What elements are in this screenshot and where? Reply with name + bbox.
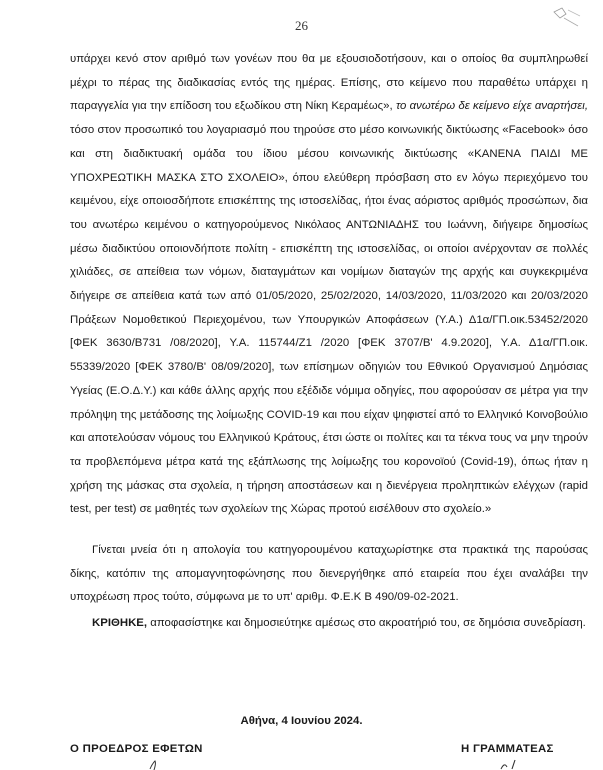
paragraph-decision — [70, 612, 588, 636]
page-number: 26 — [295, 18, 308, 33]
date-line: Αθήνα, 4 Ιουνίου 2024. — [240, 715, 363, 727]
scan-speck-mark — [548, 4, 588, 44]
signature-title-secretary: Η ΓΡΑΜΜΑΤΕΑΣ — [461, 743, 554, 755]
body-text — [70, 48, 588, 636]
paragraph-defense-record: Γίνεται μνεία ότι η απολογία του κατηγορουμένου καταχωρίστηκε στα πρακτικά της παρούσας δίκης, κατόπιν της απομαγνητοφώνησης που διενεργήθηκε από εταιρεία που έχει αναλάβει την υποχρέωση προς τούτο, σύμφωνα με το υπ' αριθμ. Φ.Ε.Κ Β 490/09-02-2021. — [70, 544, 588, 604]
para1-italic: το ανωτέρω δε κείμενο είχε αναρτήσει, — [395, 100, 588, 113]
paragraph-quote-continuation — [70, 48, 588, 522]
signature-stroke-left — [146, 760, 166, 770]
signature-stroke-right — [498, 757, 528, 770]
para1-part3: τόσο στον προσωπικό του λογαριασμό που τηρούσε στο μέσο κοινωνικής δικτύωσης «Facebook» όσο και στη διαδικτυακή ομάδα του ίδιου μέσου κοινωνικής δικτύωσης «ΚΑΝΕΝΑ ΠΑΙΔΙ ΜΕ ΥΠΟΧΡΕΩΤΙΚΗ ΜΑΣΚΑ ΣΤΟ ΣΧΟΛΕΙΟ», όπου ελεύθερη πρόσβαση στο εν λόγω περιεχόμενο του κειμένου, είχε οποιοσδήποτε επισκέπτης της ιστοσελίδας, ήτοι ένας αόριστος αριθμός προσώπων, δια του ανωτέρω κειμένου ο κατηγορούμενος Νικόλαος ΑΝΤΩΝΙΑΔΗΣ του Ιωάννη, διήγειρε δημοσίως μέσω διαδικτύου οποιονδήποτε πολίτη - επισκέπτη της ιστοσελίδας, οι οποίοι ανέρχονταν σε πολλές χιλιάδες, σε απείθεια των νόμων, διαταγμάτων και νομίμων διαταγών της αρχής και συγκεκριμένα διήγειρε σε απείθεια κατά των από 01/05/2020, 25/02/2020, 14/03/2020, 11/03/2020 και 20/03/2020 Πράξεων Νομοθετικού Περιεχομένου, των Υπουργικών Αποφάσεων (Υ.Α.) Δ1α/ΓΠ.οικ.53452/2020 [ΦΕΚ 3630/Β731 /08/2020], Υ.Α. 115744/Ζ1 /2020 [ΦΕΚ 3707/Β' 4.9.2020], Υ.Α. Δ1α/ΓΠ.οικ. 55339/2020 [ΦΕΚ 3780/Β' 08/09/2020], των επίσημων οδηγιών του Εθνικού Οργανισμού Δημόσιας Υγείας (Ε.Ο.Δ.Υ.) και κάθε άλλης αρχής που εξέδιδε νόμιμα οδηγίες, που αφορούσαν σε μέτρα για την πρόληψη της μετάδοσης της λοίμωξης COVID-19 και που είχαν ψηφιστεί από το Ελληνικό Κοινοβούλιο και αποτελούσαν νόμους του Ελληνικού Κράτους, έτσι ώστε οι πολίτες και τα τέκνα τους να μην τηρούν τα προβλεπόμενα μέτρα κατά της εξάπλωσης της λοίμωξης του κορονοϊού (Covid-19), όπως ήταν η χρήση της μάσκας στα σχολεία, η τήρηση αποστάσεων και η διενέργεια προληπτικών ελέγχων (rapid test, per test) σε μαθητές των σχολείων της Χώρας προτού εισέλθουν στο σχολείο.» — [70, 124, 588, 516]
decided-label: ΚΡΙΘΗΚΕ, — [92, 617, 148, 630]
decision-text: αποφασίστηκε και δημοσιεύτηκε αμέσως στο ακροατήριό του, σε δημόσια συνεδρίαση. — [150, 617, 586, 630]
signature-title-president: Ο ΠΡΟΕΔΡΟΣ ΕΦΕΤΩΝ — [70, 743, 203, 755]
para1-part1: υπάρχει κενό στον αριθμό των γονέων που θα με εξουσιοδοτήσουν, και ο οποίος θα συμπληρωθεί μέχρι το πέρας της διαδικασίας εντός της ημέρας. Επίσης, στο κείμενο που παραθέτω υπάρχει η παραγγελία για την επίδοση του εξωδίκου στη Νίκη Κεραμέως», — [70, 53, 588, 113]
